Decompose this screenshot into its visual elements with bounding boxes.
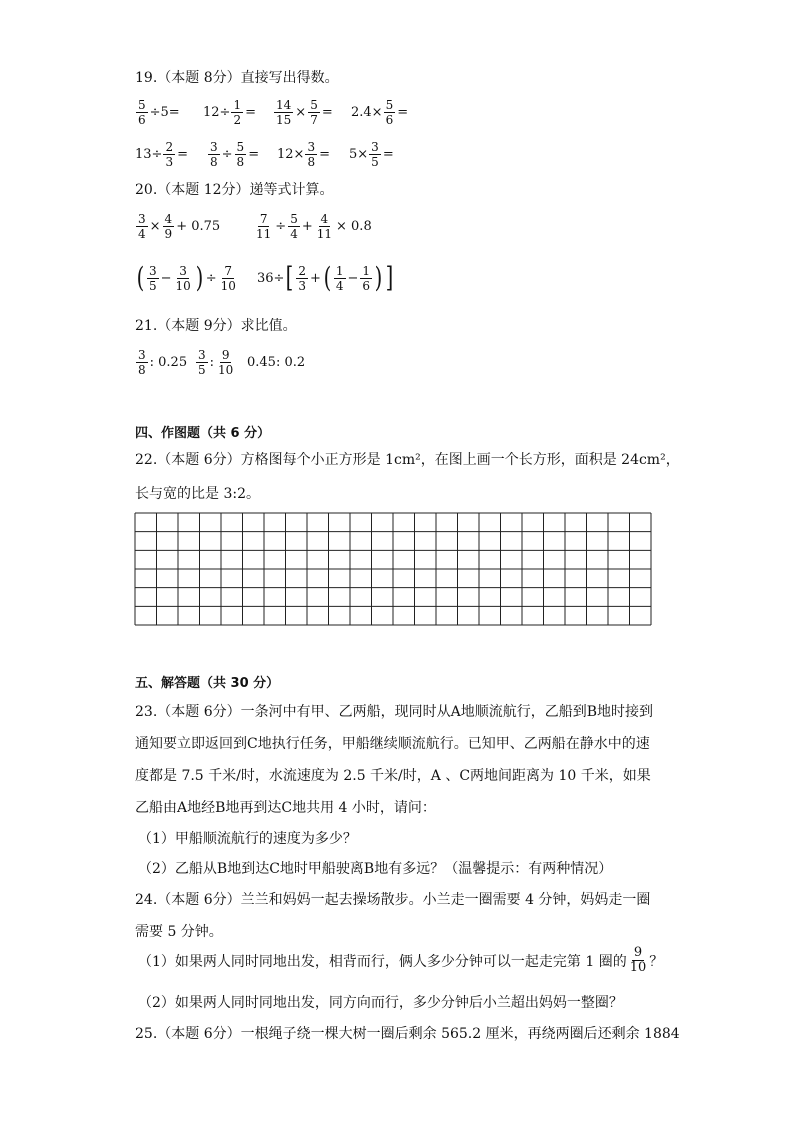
- q19-expr: $\frac{3}{8}$ ÷ $\frac{5}{8}$ =: [210, 139, 260, 169]
- q21-header: 21.（本题 9分）求比值。: [135, 318, 297, 334]
- q20-header: 20.（本题 12分）递等式计算。: [135, 182, 334, 198]
- q20-expr-4: 36÷ [ $\frac{2}{3}$ + ( $\frac{1}{4}$ − $\frac{1}{6}$ ) ]: [257, 261, 394, 294]
- q23-part-1: （1）甲船顺流航行的速度为多少？: [138, 831, 357, 847]
- q19-expr: 12× $\frac{3}{8}$ =: [277, 139, 330, 169]
- q20-expr-3: ( $\frac{3}{5}$ − $\frac{3}{10}$ ) ÷ $\frac{7}{10}$: [136, 261, 236, 294]
- q25-text: 25.（本题 6分）一根绳子绕一棵大树一圈后剩余 565.2 厘米，再绕两圈后还剩余 1884: [135, 1026, 680, 1042]
- section-5-title: 五、解答题（共 30 分）: [135, 676, 280, 691]
- q24-part-2: （2）如果两人同时同地出发，同方向而行，多少分钟后小兰超出妈妈一整圈？: [138, 995, 623, 1011]
- q19-expr: 5× $\frac{3}{5}$ =: [349, 139, 394, 169]
- q23-text: 23.（本题 6分）一条河中有甲、乙两船，现同时从A地顺流航行，乙船到B地时接到通知要立即返回到C地执行任务，甲船继续顺流航行。已知甲、乙两船在静水中的速度都是 7.5 千米/时，水流速度为 2.5 千米/时，A 、C两地间距离为 10 千米，如果乙船由A地经B地再到达C地共用 4 小时，请问：: [135, 704, 654, 816]
- q19-expr: 13÷ $\frac{2}{3}$ =: [135, 139, 188, 169]
- q21-expr-1: $\frac{3}{8}$ : 0.25: [138, 347, 188, 377]
- q23-part-2: （2）乙船从B地到达C地时甲船驶离B地有多远？（温馨提示：有两种情况）: [138, 861, 613, 877]
- q20-expr-1: $\frac{3}{4}$ × $\frac{4}{9}$ + 0.75: [138, 211, 221, 241]
- q19-header: 19.（本题 8分）直接写出得数。: [135, 70, 339, 86]
- q22-line-2: 长与宽的比是 3:2。: [135, 486, 260, 502]
- q22-line-1: 22.（本题 6分）方格图每个小正方形是 1cm²，在图上画一个长方形，面积是 24cm²，: [135, 452, 680, 468]
- q24-text: 24.（本题 6分）兰兰和妈妈一起去操场散步。小兰走一圈需要 4 分钟，妈妈走一圈需要 5 分钟。: [135, 892, 651, 940]
- q21-expr-3: 0.45: 0.2: [247, 354, 306, 370]
- q20-expr-2: $\frac{7}{11}$ ÷ $\frac{5}{4}$ + $\frac{4}{11}$ × 0.8: [256, 211, 372, 241]
- q19-expr: $\frac{5}{6}$ ÷5=: [138, 97, 180, 127]
- q19-expr: 12÷ $\frac{1}{2}$ =: [203, 97, 256, 127]
- q19-expr: $\frac{14}{15}$ × $\frac{5}{7}$ =: [276, 97, 333, 127]
- section-4-title: 四、作图题（共 6 分）: [135, 426, 271, 441]
- q19-expr: 2.4× $\frac{5}{6}$ =: [351, 97, 409, 127]
- square-grid[interactable]: [134, 512, 652, 626]
- q24-part-1: （1）如果两人同时同地出发，相背而行，俩人多少分钟可以一起走完第 1 圈的 $\frac{9}{10}$ ？: [138, 945, 664, 975]
- q21-expr-2: $\frac{3}{5}$ : $\frac{9}{10}$: [198, 347, 234, 377]
